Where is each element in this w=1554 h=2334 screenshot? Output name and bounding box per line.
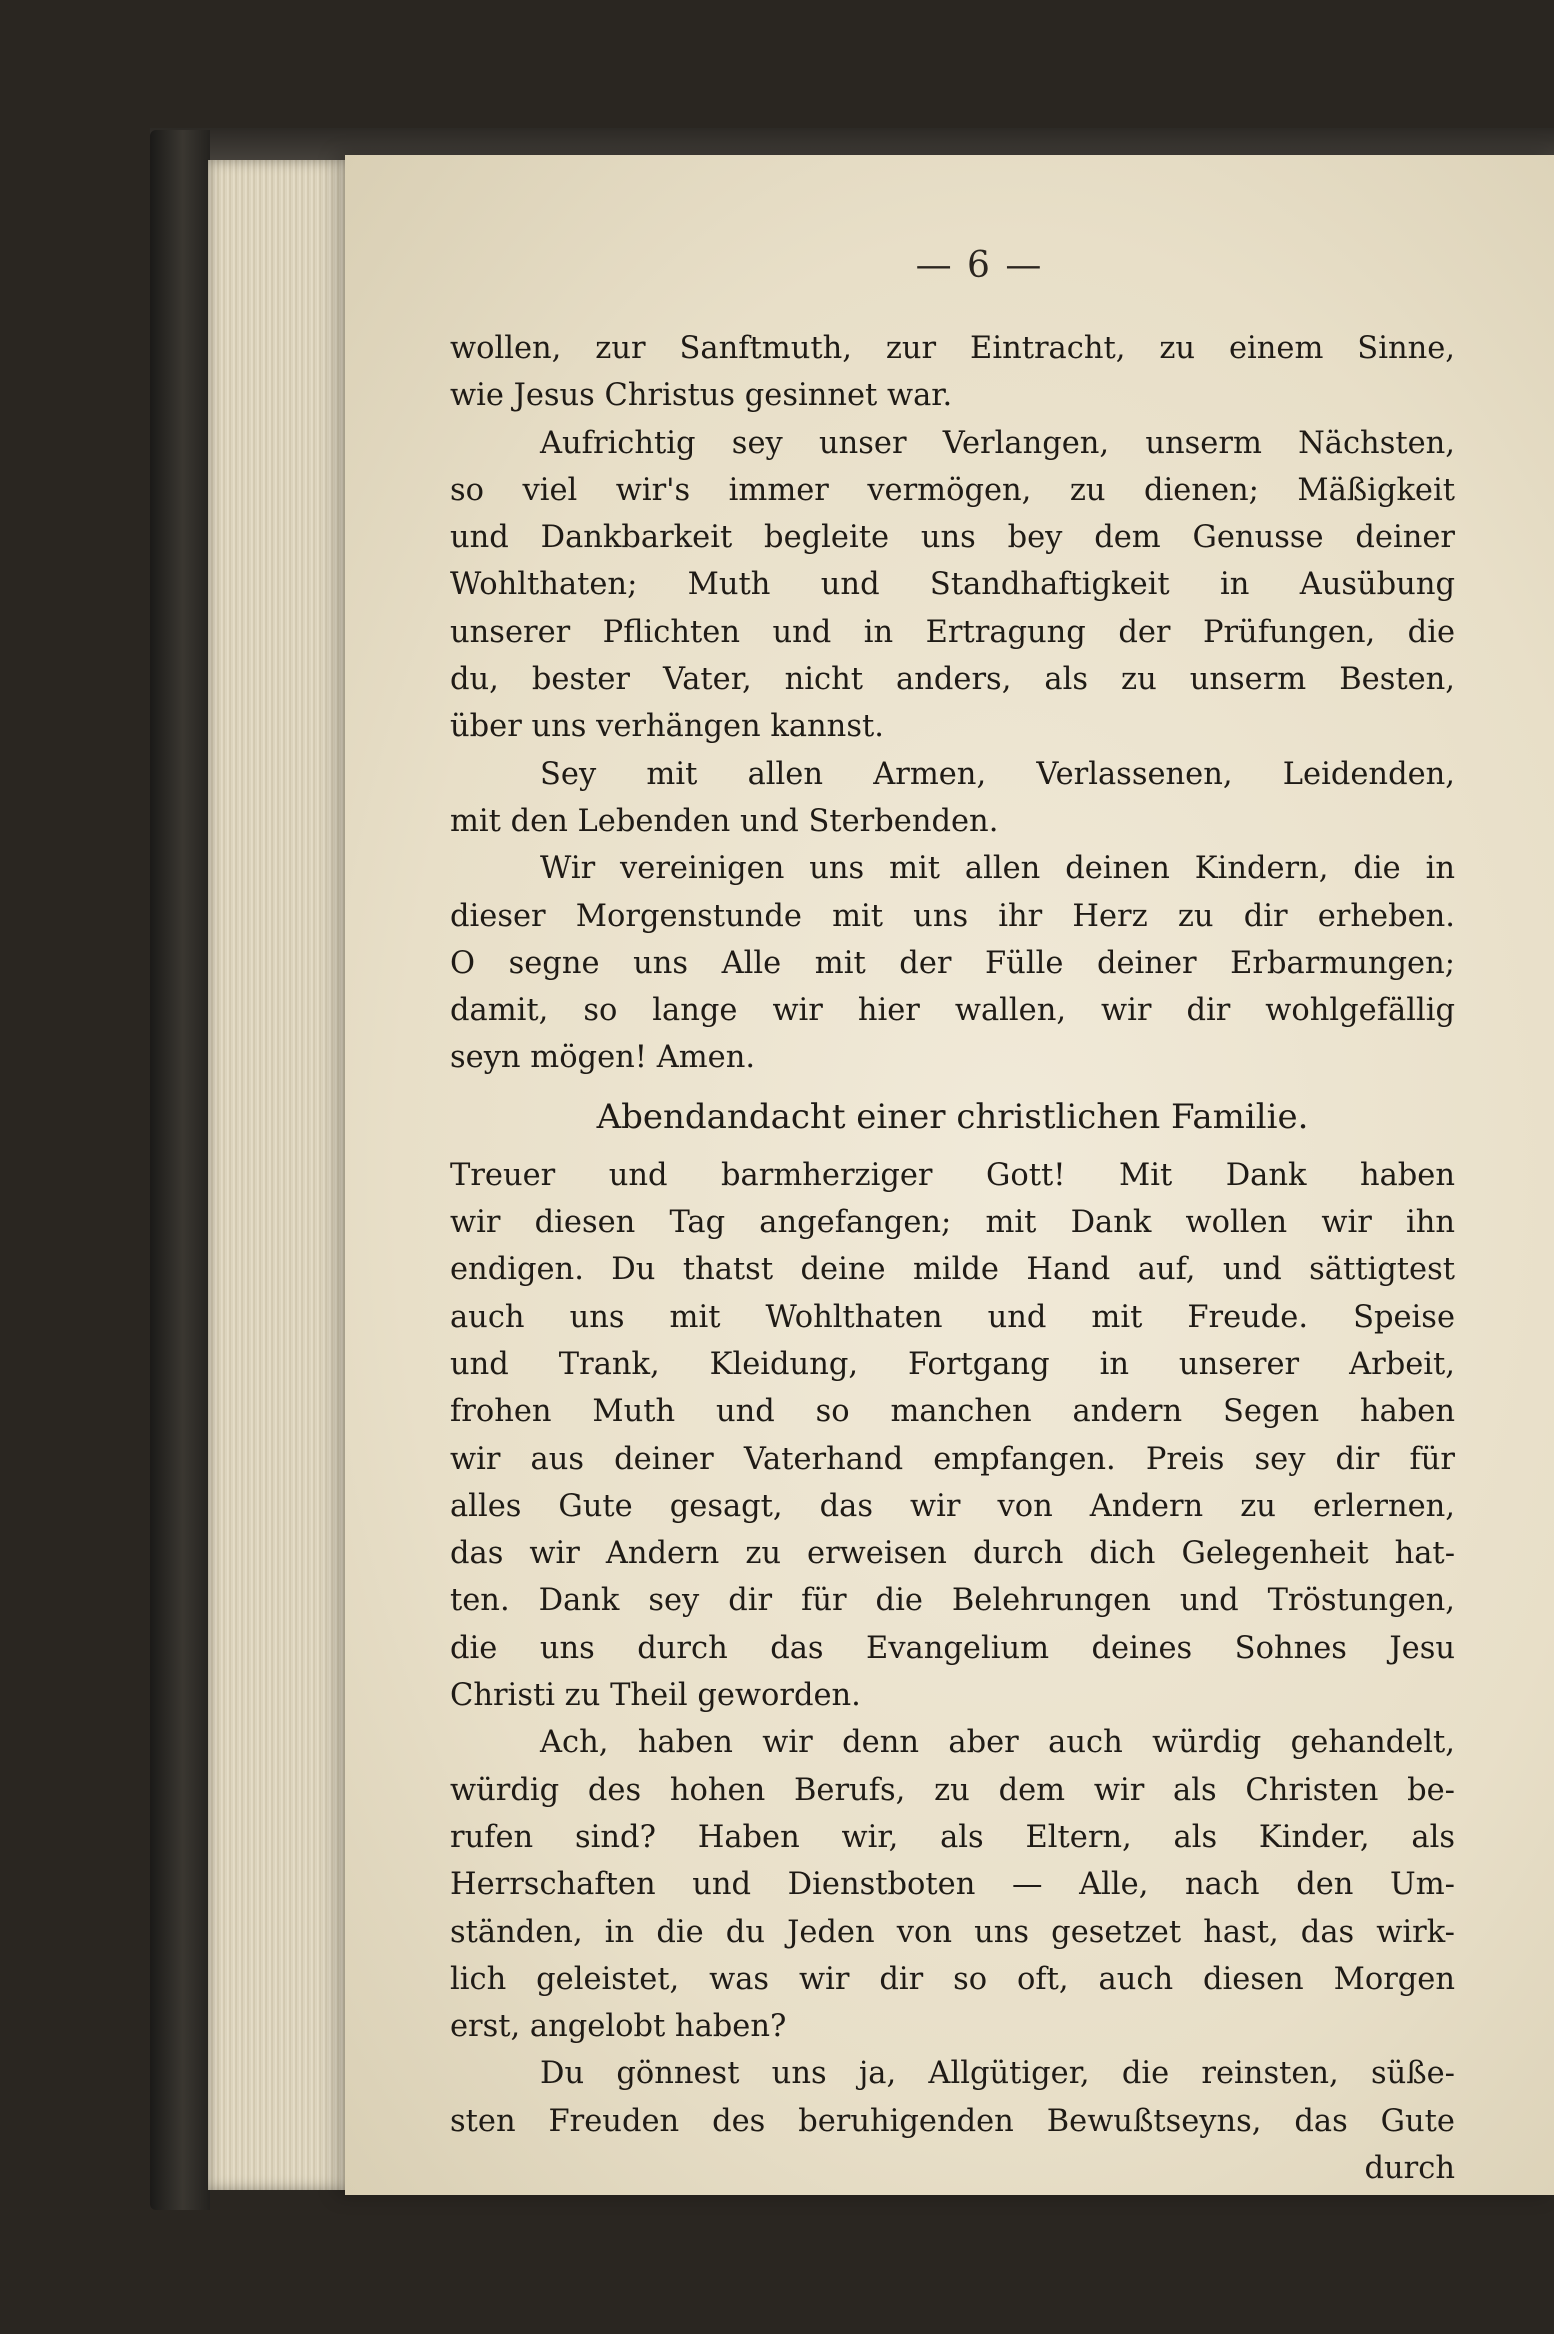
text-line: Wir vereinigen uns mit allen deinen Kindern, die in xyxy=(540,851,1455,887)
text-line: Herrschaften und Dienstboten — Alle, nach den Um- xyxy=(450,1867,1455,1903)
text-line: frohen Muth und so manchen andern Segen haben xyxy=(450,1394,1455,1430)
page-text xyxy=(450,325,1455,2192)
page-number: — 6 — xyxy=(915,245,1044,286)
text-line: ständen, in die du Jeden von uns gesetzet hast, das wirk- xyxy=(450,1914,1455,1950)
text-line: das wir Andern zu erweisen durch dich Gelegenheit hat- xyxy=(450,1536,1455,1572)
text-line: über uns verhängen kannst. xyxy=(450,709,884,745)
text-line: erst, angelobt haben? xyxy=(450,2009,787,2045)
text-line: Aufrichtig sey unser Verlangen, unserm Nächsten, xyxy=(540,425,1455,461)
text-line: und Dankbarkeit begleite uns bey dem Genusse deiner xyxy=(450,520,1455,556)
text-line: und Trank, Kleidung, Fortgang in unserer Arbeit, xyxy=(450,1346,1455,1382)
text-line: Sey mit allen Armen, Verlassenen, Leidenden, xyxy=(540,756,1455,792)
text-line: endigen. Du thatst deine milde Hand auf, und sättigtest xyxy=(450,1252,1455,1288)
text-line: auch uns mit Wohlthaten und mit Freude. Speise xyxy=(450,1299,1455,1335)
text-line: Du gönnest uns ja, Allgütiger, die reinsten, süße- xyxy=(540,2056,1455,2092)
text-line: sten Freuden des beruhigenden Bewußtseyns, das Gute xyxy=(450,2103,1455,2139)
section-heading: Abendandacht einer christlichen Familie. xyxy=(596,1096,1309,1137)
text-line: wir aus deiner Vaterhand empfangen. Preis sey dir für xyxy=(450,1441,1455,1477)
text-line: wollen, zur Sanftmuth, zur Eintracht, zu einem Sinne, xyxy=(450,331,1455,366)
text-line: dieser Morgenstunde mit uns ihr Herz zu dir erheben. xyxy=(450,898,1455,934)
text-line: Ach, haben wir denn aber auch würdig gehandelt, xyxy=(540,1725,1455,1761)
text-line: Treuer und barmherziger Gott! Mit Dank haben xyxy=(450,1157,1455,1193)
text-line: alles Gute gesagt, das wir von Andern zu erlernen, xyxy=(450,1488,1455,1524)
text-line: Wohlthaten; Muth und Standhaftigkeit in Ausübung xyxy=(450,567,1455,603)
text-line: wir diesen Tag angefangen; mit Dank wollen wir ihn xyxy=(450,1205,1455,1241)
text-line: Christi zu Theil geworden. xyxy=(450,1678,861,1714)
text-line: seyn mögen! Amen. xyxy=(450,1040,756,1076)
text-line: ten. Dank sey dir für die Belehrungen und Tröstungen, xyxy=(450,1583,1455,1619)
text-line: lich geleistet, was wir dir so oft, auch diesen Morgen xyxy=(450,1961,1455,1997)
text-line: mit den Lebenden und Sterbenden. xyxy=(450,803,999,839)
text-line: O segne uns Alle mit der Fülle deiner Erbarmungen; xyxy=(450,945,1455,981)
text-line: damit, so lange wir hier wallen, wir dir wohlgefällig xyxy=(450,993,1455,1029)
text-line: die uns durch das Evangelium deines Sohnes Jesu xyxy=(450,1630,1455,1666)
text-line: wie Jesus Christus gesinnet war. xyxy=(450,378,953,414)
text-line: würdig des hohen Berufs, zu dem wir als Christen be- xyxy=(450,1772,1455,1808)
page-edges xyxy=(208,160,358,2190)
text-line: rufen sind? Haben wir, als Eltern, als Kinder, als xyxy=(450,1819,1455,1855)
book-spine xyxy=(150,130,210,2210)
catchword: durch xyxy=(1364,2150,1455,2186)
text-line: unserer Pflichten und in Ertragung der Prüfungen, die xyxy=(450,614,1455,650)
book-page xyxy=(345,155,1554,2195)
text-line: so viel wir's immer vermögen, zu dienen; Mäßigkeit xyxy=(450,472,1455,508)
text-line: du, bester Vater, nicht anders, als zu unserm Besten, xyxy=(450,662,1455,698)
